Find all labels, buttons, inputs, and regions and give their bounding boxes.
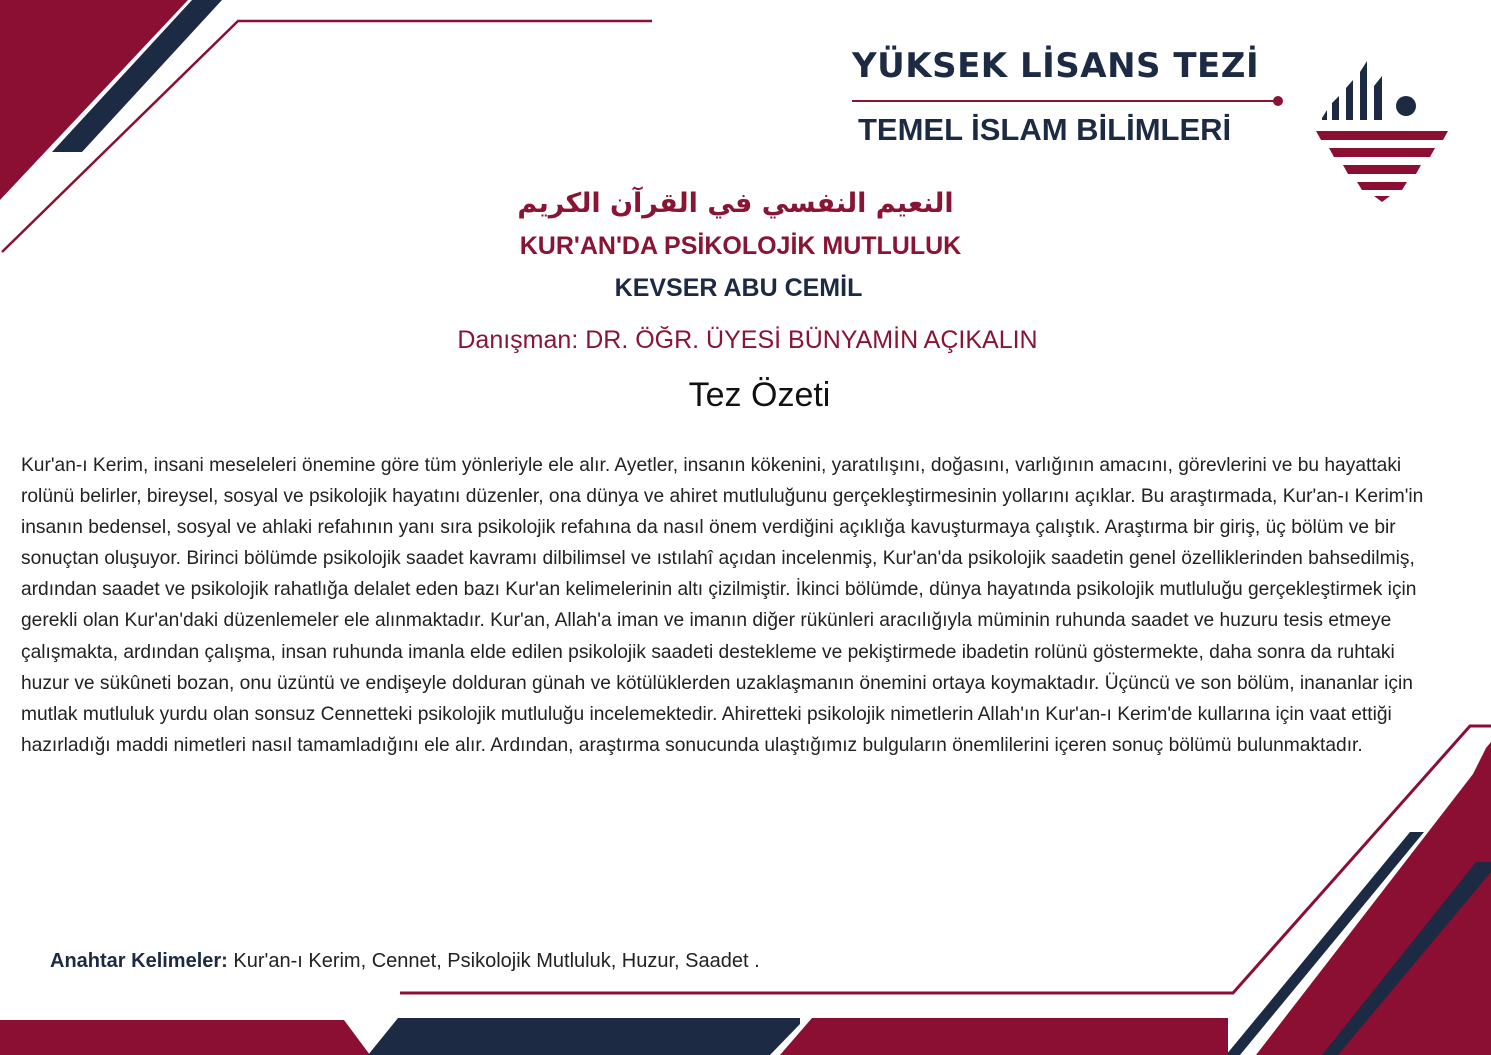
header-divider: [852, 100, 1276, 102]
abstract-heading: Tez Özeti: [688, 376, 831, 414]
abstract-text: Kur'an-ı Kerim, insani meseleleri önemine göre tüm yönleriyle ele alır. Ayetler, insanın kökenini, yaratılışını, doğasını, varlığının amacını, görevlerini ve bu hayattaki rolünü belirler, bireysel, sosyal ve psikolojik hayatını düzenler, ona dünya ve ahiret mutluluğunu gerçekleştirmesinin yollarını açıklar. Bu araştırmada, Kur'an-ı Kerim'in insanın bedensel, sosyal ve ahlaki refahının yanı sıra psikolojik refahına da nasıl önem verdiğini açıklığa kavuşturmaya çalıştık. Araştırma bir giriş, üç bölüm ve bir sonuçtan oluşuyor. Birinci bölümde psikolojik saadet kavramı dilbilimsel ve ıstılahî açıdan incelenmiş, Kur'an'da psikolojik saadetin genel özelliklerinden bahsedilmiş, ardından saadet ve psikolojik rahatlığa delalet eden bazı Kur'an kelimelerinin altı çizilmiştir. İkinci bölümde, dünya hayatında psikolojik mutluluğu gerçekleştirmek için gerekli olan Kur'an'daki düzenlemeler ele alınmaktadır. Kur'an, Allah'a iman ve imanın diğer rükünleri aracılığıyla müminin ruhunda saadet ve huzuru tesis etmeye çalışmakta, ardından çalışma, insan ruhunda imanla elde edilen psikolojik saadeti destekleme ve pekiştirmede ibadetin rolünü göstermekte, daha sonra da ruhtaki huzur ve sükûneti bozan, onu üzüntü ve endişeyle dolduran günah ve kötülüklerden uzaklaşmanın önemini ortaya koymaktadır. Üçüncü ve son bölüm, inananlar için mutlak mutluluk yurdu olan sonsuz Cennetteki psikolojik mutluluğu incelemektedir. Ahiretteki psikolojik nimetlerin Allah'ın Kur'an-ı Kerim'de kullarına için vaat ettiği hazırladığı maddi nimetleri nasıl tamamladığını ele alır. Ardından, araştırma sonucunda ulaştığımız bulguların önemlilerini içeren sonuç bölümü bulunmaktadır.: [21, 455, 1424, 756]
header-title: YÜKSEK LİSANS TEZİ: [852, 46, 1260, 86]
bottom-navy-band: [368, 1018, 800, 1055]
bottom-left-maroon-band: [0, 1020, 370, 1055]
keywords-label: Anahtar Kelimeler:: [50, 950, 228, 972]
keywords-line: [50, 950, 950, 973]
thesis-title-arabic: النعيم النفسي في القرآن الكريم: [517, 188, 954, 219]
header-subtitle: TEMEL İSLAM BİLİMLERİ: [858, 112, 1232, 147]
bottom-maroon-band: [780, 1018, 1228, 1055]
top-left-maroon-shape: [0, 0, 188, 200]
author-name: KEVSER ABU CEMİL: [614, 274, 863, 302]
header-divider-dot: [1273, 96, 1283, 106]
advisor-name: Danışman: DR. ÖĞR. ÜYESİ BÜNYAMİN AÇIKALIN: [457, 326, 1038, 354]
thesis-title-turkish: KUR'AN'DA PSİKOLOJİK MUTLULUK: [519, 232, 962, 260]
keywords-value: Kur'an-ı Kerim, Cennet, Psikolojik Mutluluk, Huzur, Saadet .: [227, 950, 760, 972]
university-logo: [1312, 58, 1452, 203]
